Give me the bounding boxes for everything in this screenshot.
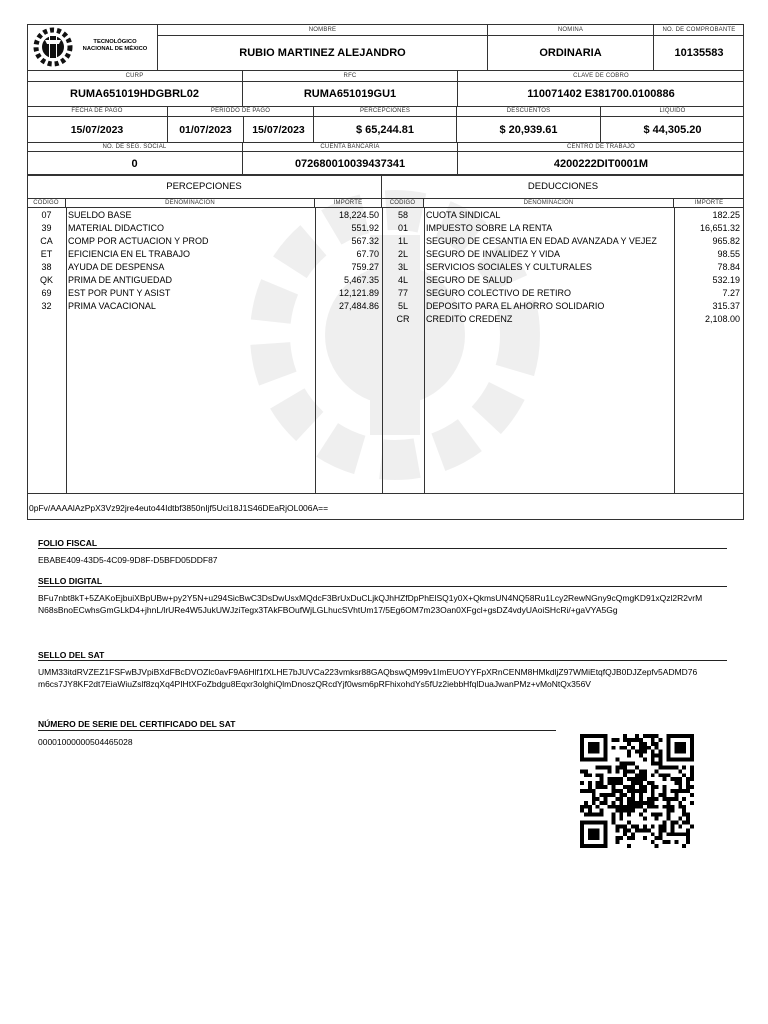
- comprobante-label: NO. DE COMPROBANTE: [653, 24, 744, 36]
- certificado-value: 00001000000504465028: [38, 737, 133, 747]
- percepciones-value: $ 65,244.81: [313, 117, 456, 142]
- table-row: [382, 274, 744, 287]
- liquido-label: LIQUIDO: [600, 106, 744, 117]
- table-row: [27, 300, 382, 313]
- periodo-fin-value: 15/07/2023: [243, 117, 313, 142]
- table-row: [27, 209, 382, 222]
- percepciones-codigo: QK: [39, 275, 53, 285]
- percepciones-denominacion: SUELDO BASE: [68, 210, 132, 220]
- percepciones-importe: 27,484.86: [338, 301, 379, 311]
- percepciones-denominacion: AYUDA DE DESPENSA: [68, 262, 165, 272]
- percepciones-denominacion: PRIMA VACACIONAL: [68, 301, 156, 311]
- deducciones-codigo: 5L: [397, 301, 408, 311]
- sello-digital-line2: N68sBnoECwhsGmGLkD4+jhnL/lrURe4W5JukUWJziTegx3TAkFBOufWjLGLhucSVhtUm17/5Eg6OM7m23Oan0XFgcl+gsDZ4vdyUAoiSHcRi/+gaVYA5Gg: [38, 605, 618, 615]
- deducciones-codigo: 1L: [397, 236, 408, 246]
- rfc-label: RFC: [242, 70, 457, 82]
- deducciones-importe: 965.82: [712, 236, 740, 246]
- fecha-pago-value: 15/07/2023: [70, 123, 124, 136]
- percepciones-importe: 5,467.35: [343, 275, 379, 285]
- ded-col-codigo: CODIGO: [382, 199, 424, 208]
- certificado-rule: [38, 730, 556, 731]
- deducciones-codigo: 4L: [397, 275, 408, 285]
- deducciones-codigo: 3L: [397, 262, 408, 272]
- table-row: [27, 235, 382, 248]
- deducciones-denominacion: SEGURO DE INVALIDEZ Y VIDA: [426, 249, 561, 259]
- deducciones-denominacion: DEPOSITO PARA EL AHORRO SOLIDARIO: [426, 301, 605, 311]
- table-row: [27, 261, 382, 274]
- folio-fiscal-label: FOLIO FISCAL: [38, 538, 98, 548]
- deducciones-denominacion: SEGURO DE CESANTIA EN EDAD AVANZADA Y VEJEZ: [426, 236, 657, 246]
- tecnm-logo-icon: [33, 26, 73, 68]
- deducciones-denominacion: SEGURO DE SALUD: [426, 275, 513, 285]
- percepciones-codigo: 69: [41, 288, 52, 298]
- deducciones-denominacion: SERVICIOS SOCIALES Y CULTURALES: [426, 262, 592, 272]
- table-row: [382, 235, 744, 248]
- percepciones-label: PERCEPCIONES: [313, 106, 456, 117]
- table-row: [382, 300, 744, 313]
- institution-line1: TECNOLÓGICO: [93, 39, 137, 45]
- deducciones-list: [382, 209, 744, 326]
- deducciones-importe: 98.55: [717, 249, 740, 259]
- table-row: [382, 261, 744, 274]
- sello-sat-line2: m6cs7JY8KF2dt7EiaWiuZslf8zqXq4PIHtXFoZbdgu8Eqxr3olghiQlmDnoszQRcdYjf0wsm6pRFhixohdYs5fUz2iebbHfqlDuaJwanPMz+vMoNtQx356V: [38, 679, 591, 689]
- table-row: [27, 287, 382, 300]
- table-row: [382, 287, 744, 300]
- logo-cell: [27, 24, 158, 70]
- percepciones-denominacion: COMP POR ACTUACION Y PROD: [68, 236, 209, 246]
- deducciones-codigo: 58: [397, 210, 408, 220]
- deducciones-importe: 315.37: [712, 301, 740, 311]
- deducciones-denominacion: SEGURO COLECTIVO DE RETIRO: [426, 288, 572, 298]
- percepciones-denominacion: EFICIENCIA EN EL TRABAJO: [68, 249, 191, 259]
- table-row: [27, 248, 382, 261]
- table-row: [27, 274, 382, 287]
- fecha-pago-label: FECHA DE PAGO: [27, 106, 167, 117]
- periodo-label: PERIODO DE PAGO: [167, 106, 313, 117]
- percepciones-codigo: 07: [41, 210, 52, 220]
- folio-fiscal-value: EBABE409-43D5-4C09-9D8F-D5BFD05DDF87: [38, 555, 218, 565]
- table-row: [382, 313, 744, 326]
- percepciones-denominacion: PRIMA DE ANTIGUEDAD: [68, 275, 173, 285]
- percepciones-codigo: 39: [41, 223, 52, 233]
- deducciones-codigo: CR: [396, 314, 410, 324]
- comprobante-value: 10135583: [653, 36, 744, 70]
- nombre-label: NOMBRE: [158, 24, 487, 36]
- hash-text: 0pFv/AAAAlAzPpX3Vz92jre4euto44Idtbf3850nIjf5Uci18J1S46DEaRjOL006A==: [29, 503, 329, 513]
- deducciones-importe: 16,651.32: [699, 223, 740, 233]
- folio-fiscal-rule: [38, 548, 727, 549]
- nombre-value: RUBIO MARTINEZ ALEJANDRO: [239, 47, 406, 59]
- cuenta-value: 072680010039437341: [242, 152, 457, 175]
- deducciones-codigo: 2L: [397, 249, 408, 259]
- ded-col-importe: IMPORTE: [674, 199, 744, 208]
- perc-col-importe: IMPORTE: [315, 199, 382, 208]
- certificado-label: NÚMERO DE SERIE DEL CERTIFICADO DEL SAT: [38, 719, 236, 729]
- clave-label: CLAVE DE COBRO: [457, 70, 744, 82]
- percepciones-importe: 551.92: [351, 223, 379, 233]
- deducciones-codigo: 01: [397, 223, 408, 233]
- percepciones-codigo: 32: [41, 301, 52, 311]
- sello-digital-line1: BFu7nbt8kT+5ZAKoEjbuiXBpUBw+py2Y5N+u294SicBwC3DsDwUsxMQdcF3BrUxDuCLjkQJhHZfDpPhElSQ1y0X+QkmsUN4NQ58Ru1Lcy2RewNGny9cQmgKD91xQzl2R2vrM: [38, 593, 703, 603]
- sello-digital-rule: [38, 586, 727, 587]
- curp-label: CURP: [27, 70, 242, 82]
- deducciones-codigo: 77: [397, 288, 408, 298]
- liquido-value: $ 44,305.20: [600, 117, 744, 142]
- percepciones-denominacion: EST POR PUNT Y ASIST: [68, 288, 171, 298]
- deducciones-importe: 182.25: [712, 210, 740, 220]
- deducciones-importe: 78.84: [717, 262, 740, 272]
- centro-label: CENTRO DE TRABAJO: [457, 142, 744, 152]
- descuentos-value: $ 20,939.61: [456, 117, 600, 142]
- percepciones-importe: 759.27: [351, 262, 379, 272]
- curp-value: RUMA651019HDGBRL02: [70, 88, 199, 100]
- perc-col-denominacion: DENOMINACION: [66, 199, 315, 208]
- table-row: [382, 209, 744, 222]
- descuentos-label: DESCUENTOS: [456, 106, 600, 117]
- seg-social-value: 0: [131, 157, 138, 170]
- qr-code-icon: [580, 732, 694, 850]
- percepciones-codigo: 38: [41, 262, 52, 272]
- percepciones-list: [27, 209, 382, 313]
- deducciones-importe: 2,108.00: [704, 314, 740, 324]
- percepciones-importe: 567.32: [351, 236, 379, 246]
- percepciones-codigo: ET: [40, 249, 53, 259]
- deducciones-title: DEDUCCIONES: [382, 175, 744, 199]
- percepciones-importe: 12,121.89: [338, 288, 379, 298]
- sello-sat-label: SELLO DEL SAT: [38, 650, 105, 660]
- cuenta-label: CUENTA BANCARIA: [242, 142, 457, 152]
- table-row: [382, 222, 744, 235]
- nomina-label: NOMINA: [487, 24, 653, 36]
- deducciones-importe: 532.19: [712, 275, 740, 285]
- percepciones-importe: 18,224.50: [338, 210, 379, 220]
- seg-social-label: NO. DE SEG. SOCIAL: [27, 142, 242, 152]
- clave-value: 110071402 E381700.0100886: [457, 82, 744, 106]
- institution-line2: NACIONAL DE MÉXICO: [82, 46, 148, 52]
- deducciones-denominacion: IMPUESTO SOBRE LA RENTA: [426, 223, 553, 233]
- ded-col-denominacion: DENOMINACION: [424, 199, 674, 208]
- deducciones-importe: 7.27: [722, 288, 740, 298]
- nomina-value: ORDINARIA: [487, 36, 653, 70]
- deducciones-denominacion: CREDITO CREDENZ: [426, 314, 513, 324]
- rfc-value: RUMA651019GU1: [242, 82, 457, 106]
- sello-sat-line1: UMM33itdRVZEZ1FSFwBJVpiBXdFBcDVOZlc0avF9A6Hlf1fXLHE7bJUVCa223vmksr88GAQbswQM99v1ImEUOYYFpXRnCENM8HMkdljZ97WMiEtqfQJB0DJZepfv5ADMD76: [38, 667, 698, 677]
- deducciones-denominacion: CUOTA SINDICAL: [426, 210, 501, 220]
- percepciones-codigo: CA: [40, 236, 53, 246]
- periodo-inicio-value: 01/07/2023: [167, 117, 243, 142]
- table-row: [27, 222, 382, 235]
- table-row: [382, 248, 744, 261]
- percepciones-denominacion: MATERIAL DIDACTICO: [68, 223, 165, 233]
- sello-digital-label: SELLO DIGITAL: [38, 576, 103, 586]
- sello-sat-rule: [38, 660, 727, 661]
- perc-col-codigo: CODIGO: [27, 199, 66, 208]
- percepciones-importe: 67.70: [356, 249, 379, 259]
- percepciones-title: PERCEPCIONES: [27, 175, 382, 199]
- centro-value: 4200222DIT0001M: [457, 152, 744, 175]
